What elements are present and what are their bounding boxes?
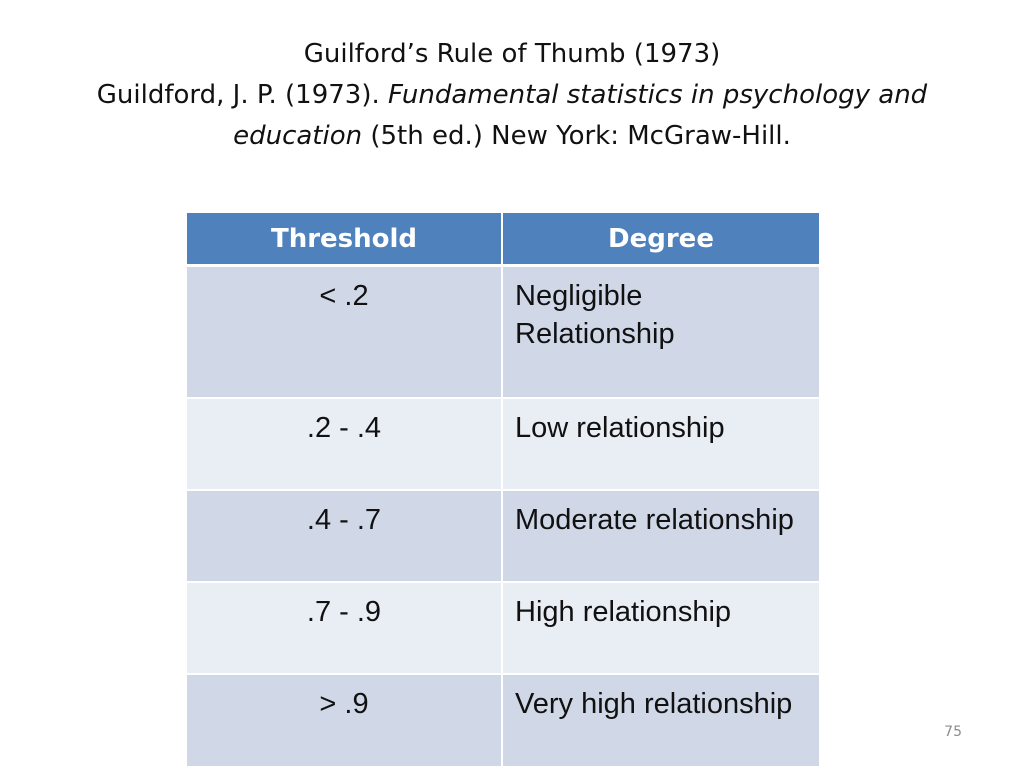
threshold-cell: .2 - .4 bbox=[187, 398, 502, 490]
table-header-row bbox=[187, 213, 819, 266]
degree-cell: Moderate relationship bbox=[502, 490, 819, 582]
degree-cell: Negligible Relationship bbox=[502, 266, 819, 398]
degree-cell: Very high relationship bbox=[502, 674, 819, 766]
threshold-cell: < .2 bbox=[187, 266, 502, 398]
table-row bbox=[187, 398, 819, 490]
page-number: 75 bbox=[944, 724, 962, 740]
degree-cell: Low relationship bbox=[502, 398, 819, 490]
title-line-1: Guilford’s Rule of Thumb (1973) bbox=[303, 39, 721, 69]
threshold-cell: .4 - .7 bbox=[187, 490, 502, 582]
table-row bbox=[187, 266, 819, 398]
citation-line-1 bbox=[40, 75, 984, 116]
citation-line-2 bbox=[40, 116, 984, 157]
header-degree: Degree bbox=[502, 213, 819, 266]
citation-publisher: (5th ed.) New York: McGraw-Hill. bbox=[362, 121, 791, 151]
threshold-cell: .7 - .9 bbox=[187, 582, 502, 674]
guilford-table bbox=[187, 213, 819, 766]
table-row bbox=[187, 582, 819, 674]
citation-authors: Guildford, J. P. (1973). bbox=[96, 80, 389, 110]
threshold-cell: > .9 bbox=[187, 674, 502, 766]
degree-cell: High relationship bbox=[502, 582, 819, 674]
header-threshold: Threshold bbox=[187, 213, 502, 266]
table-row bbox=[187, 490, 819, 582]
citation-book-title-part-1: Fundamental statistics in psychology and bbox=[388, 80, 928, 110]
slide-title bbox=[40, 34, 984, 157]
citation-book-title-part-2: education bbox=[233, 121, 363, 151]
table-row bbox=[187, 674, 819, 766]
